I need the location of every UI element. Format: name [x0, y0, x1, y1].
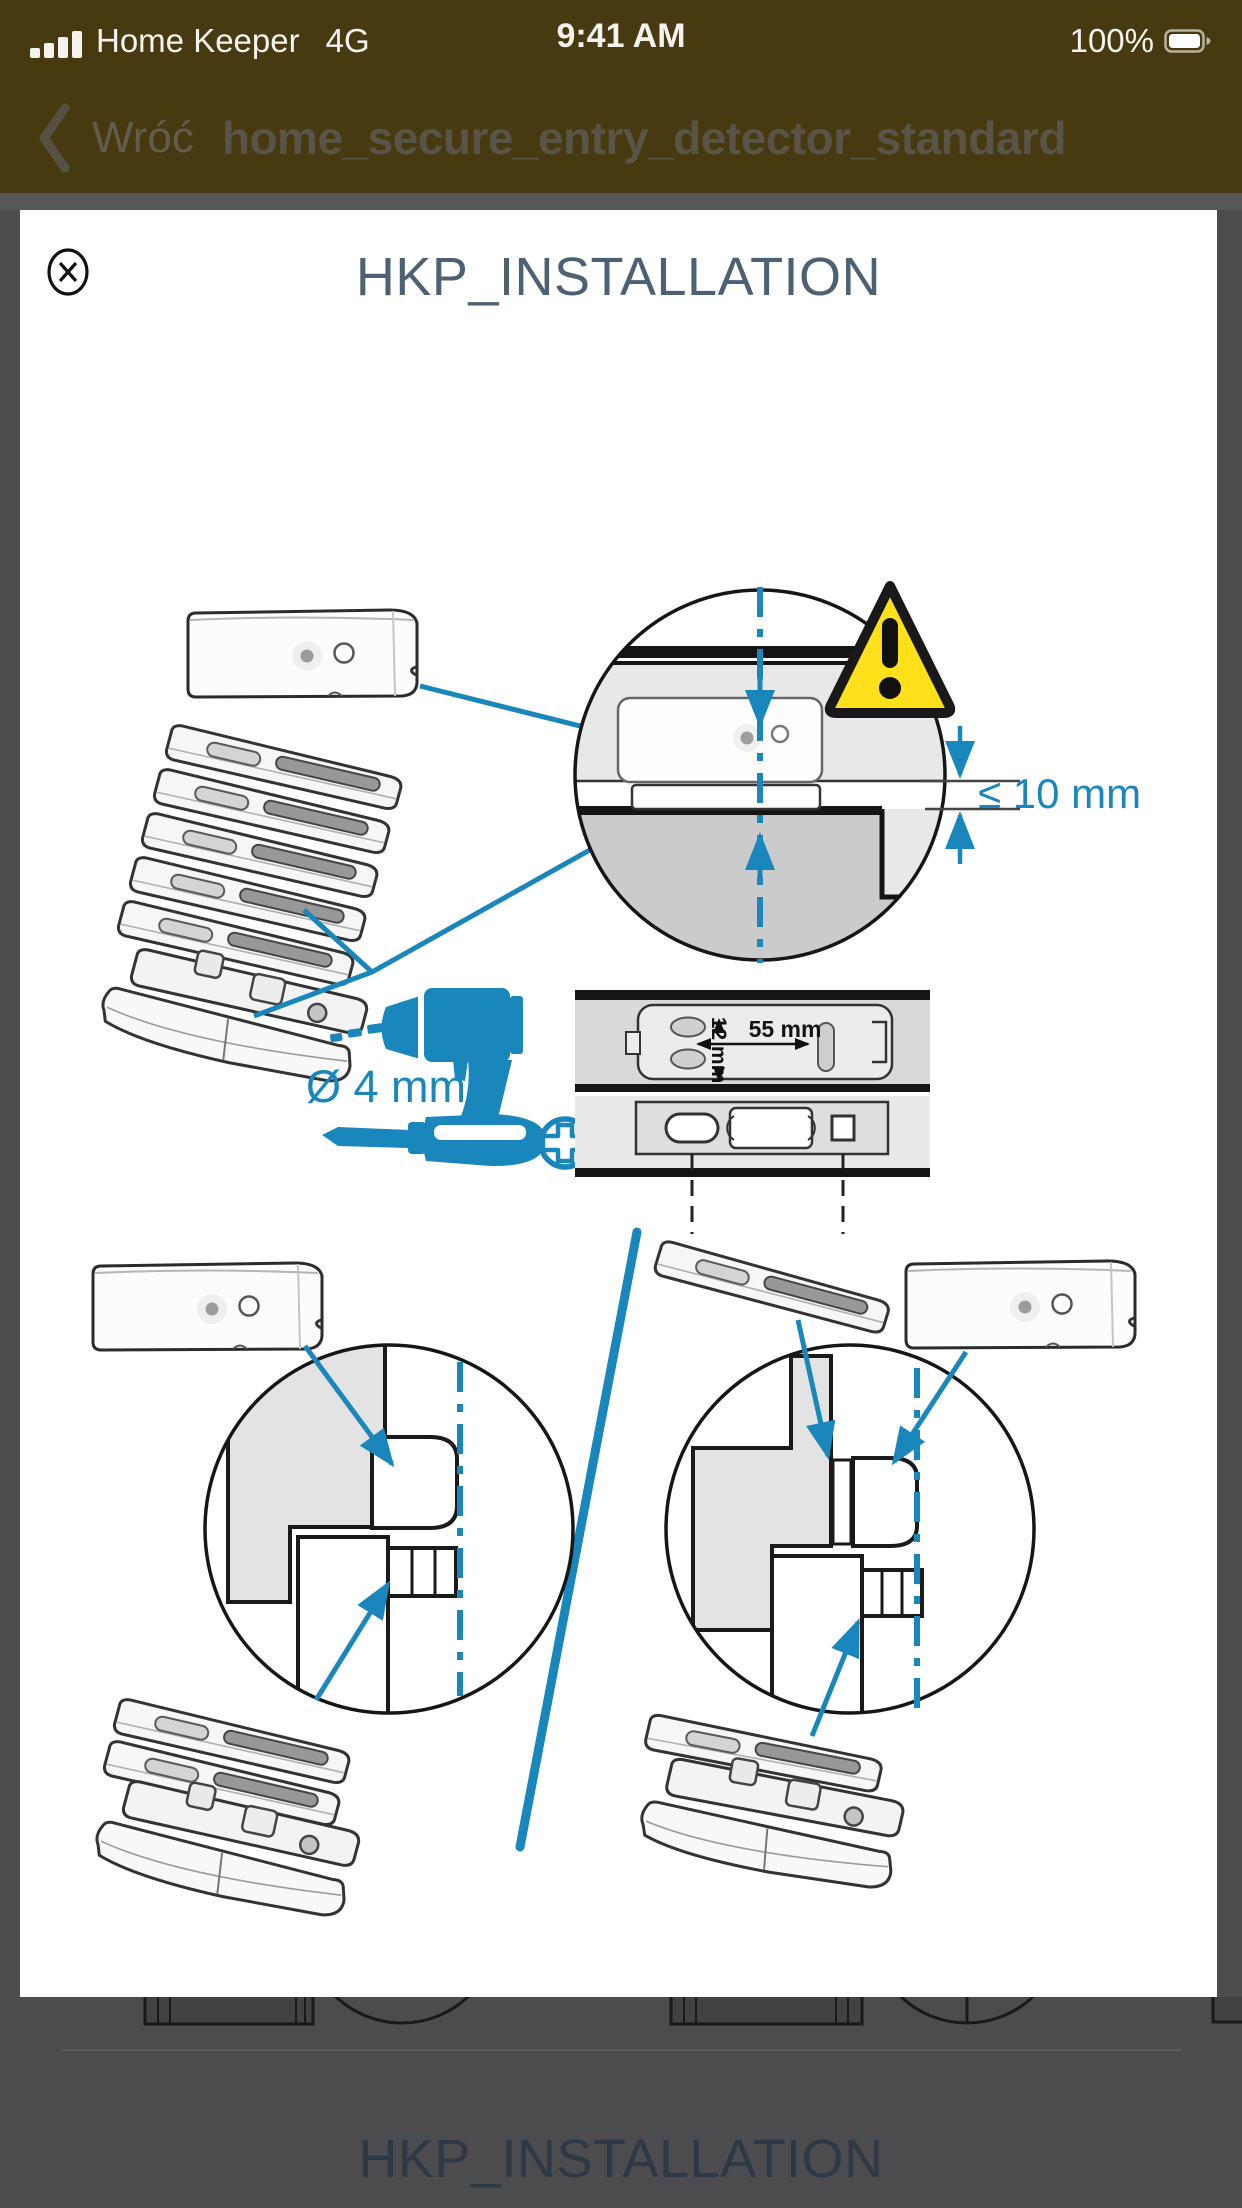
screwdriver-icon — [322, 1114, 546, 1166]
back-button[interactable] — [36, 101, 194, 175]
page-title: HKP_INSTALLATION — [355, 247, 882, 307]
detail-circle-right — [666, 1345, 1034, 1718]
signal-icon — [30, 24, 84, 58]
next-page-title: HKP_INSTALLATION — [358, 2129, 884, 2189]
network-label: 4G — [325, 22, 370, 59]
drill-diameter-label: Ø 4 mm — [306, 1061, 467, 1112]
nav-bar — [0, 72, 1242, 203]
sensor-stack-bottom-left — [90, 1693, 363, 1928]
document-title: home_secure_entry_detector_standard — [221, 111, 1066, 164]
status-bar — [0, 0, 1242, 72]
magnet-part-top — [188, 610, 417, 697]
page-separator — [62, 2049, 1182, 2051]
gap-label: ≤ 10 mm — [978, 770, 1142, 817]
battery-percent: 100% — [1069, 22, 1154, 59]
hole-spacing-label: 12 mm — [707, 1016, 730, 1084]
detail-circle-left — [205, 1338, 573, 1719]
installation-diagram — [20, 210, 1217, 1997]
spacer-bar-top-right — [653, 1235, 890, 1342]
status-left — [30, 22, 370, 60]
back-chevron-icon — [36, 101, 72, 175]
gap-dimension — [920, 726, 1141, 864]
drilling-template — [575, 990, 930, 1234]
battery-icon — [1164, 29, 1212, 53]
backdrop-strip — [0, 193, 1242, 210]
magnet-part-bottom-right — [906, 1261, 1135, 1348]
spacer-stack-top — [96, 719, 403, 1094]
app-header — [0, 0, 1242, 193]
magnet-part-bottom-left — [93, 1263, 322, 1350]
back-label: Wróć — [92, 112, 194, 162]
clock: 9:41 AM — [556, 17, 686, 55]
section-divider — [520, 1232, 637, 1847]
sensor-stack-bottom-right — [636, 1709, 907, 1900]
status-right — [1070, 22, 1212, 60]
carrier-label: Home Keeper — [96, 22, 300, 59]
hole-distance-label: 55 mm — [748, 1016, 822, 1042]
pdf-page-1[interactable] — [20, 210, 1217, 1997]
